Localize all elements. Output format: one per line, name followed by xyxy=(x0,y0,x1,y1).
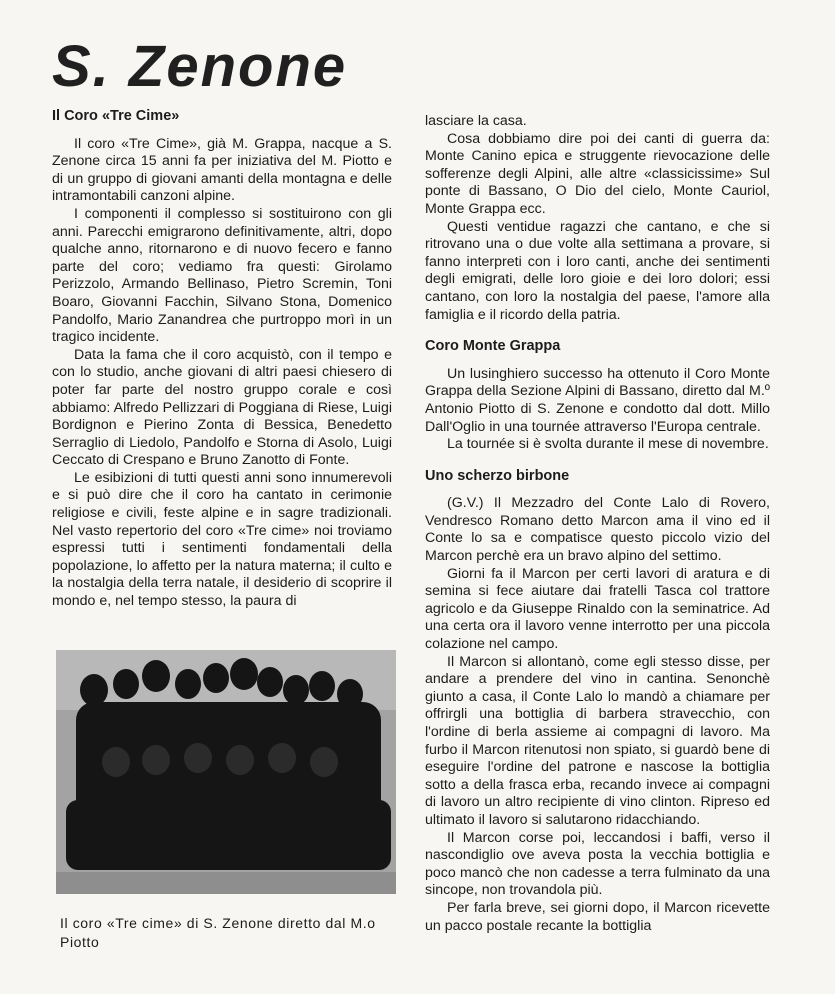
choir-group-photo xyxy=(56,650,396,894)
article-paragraph: I componenti il complesso si sostituirono con gli anni. Parecchi emigrarono definitivamente, altri, dopo qualche anno, ritornarono e di nuovo fecero e fanno parte del coro; vediamo fra questi: Girolamo Perizzolo, Armando Bellinaso, Pietro Scremin, Toni Boaro, Giovanni Facchin, Silvano Stona, Domenico Pandolfo, Mario Zanandrea che purtroppo morì in un tragico incidente. xyxy=(52,205,392,346)
section-heading-scherzo: Uno scherzo birbone xyxy=(425,467,570,484)
article-paragraph: Data la fama che il coro acquistò, con il tempo e con lo studio, anche giovani di altri paesi chiesero di poter far parte del nostro gruppo corale e così abbiamo: Alfredo Pellizzari di Poggiana di Riese, Luigi Bordignon e Pierino Zonta di Bessica, Benedetto Serraglio di Liedolo, Pandolfo e Storna di Asolo, Luigi Ceccato di Crespano e Bruno Zanotto di Fonte. xyxy=(52,346,392,469)
section-heading-monte-grappa: Coro Monte Grappa xyxy=(425,338,561,355)
article-paragraph: Il Marcon corse poi, leccandosi i baffi, verso il nascondiglio ove aveva posta la vecchia bottiglia e poco mancò che non cadesse a terra fulminato da una sincope, non trovandola più. xyxy=(425,829,770,899)
photo-caption: Il coro «Tre cime» di S. Zenone diretto dal M.o Piotto xyxy=(60,915,376,950)
left-column xyxy=(52,108,392,611)
section-heading-tre-cime: Il Coro «Tre Cime» xyxy=(52,108,180,124)
article-paragraph: Per farla breve, sei giorni dopo, il Marcon ricevette un pacco postale recante la bottiglia xyxy=(425,899,770,934)
article-paragraph: Questi ventidue ragazzi che cantano, e che si ritrovano una o due volte alla settimana a provare, si fanno interpreti con i loro canti, anche dei sentimenti degli emigrati, delle loro gioie e dei loro dolori; essi cantano, con loro la nostalgia del paese, l'amore alla famiglia e il ricordo della patria. xyxy=(425,218,770,323)
article-paragraph: La tournée si è svolta durante il mese di novembre. xyxy=(447,436,769,453)
right-column xyxy=(425,113,770,935)
article-paragraph: Il coro «Tre Cime», già M. Grappa, nacque a S. Zenone circa 15 anni fa per iniziativa del M. Piotto e di un gruppo di giovani amanti della montagna e delle intramontabili canzoni alpine. xyxy=(52,135,392,205)
article-paragraph: Un lusinghiero successo ha ottenuto il Coro Monte Grappa della Sezione Alpini di Bassano, diretto dal M.º Antonio Piotto di S. Zenone e condotto dal dott. Millo Dall'Oglio in una tournée attraverso l'Europa centrale. xyxy=(425,365,770,435)
article-paragraph: Giorni fa il Marcon per certi lavori di aratura e di semina si fece aiutare dai fratelli Tasca col trattore agricolo e da Giuseppe Rinaldo con la seminatrice. Ad una certa ora il lavoro venne interrotto per una piccola colazione nel campo. xyxy=(425,565,770,653)
article-paragraph: lasciare la casa. xyxy=(425,113,527,129)
article-paragraph: Cosa dobbiamo dire poi dei canti di guerra da: Monte Canino epica e struggente rievocazione delle sofferenze degli Alpini, alle altre «classicissime» Sul ponte di Bassano, O Dio del cielo, Monte Cauriol, Monte Grappa ecc. xyxy=(425,130,770,217)
article-paragraph: (G.V.) Il Mezzadro del Conte Lalo di Rovero, Vendresco Romano detto Marcon ama il vino ed il Conte lo sa e compatisce questo piccolo vizio del Marcon perchè era un bravo alpino del settimo. xyxy=(425,495,770,565)
article-paragraph: Le esibizioni di tutti questi anni sono innumerevoli e si può dire che il coro ha cantato in cerimonie religiose e civili, feste alpine e in sagre tradizionali. Nel vasto repertorio del coro «Tre cime» noi troviamo espressi tutti i sentimenti fondamentali della popolazione, lo affetto per la natura materna; il culto e la nostalgia della terra natale, il desiderio di scoprire il mondo e, nel tempo stesso, la paura di xyxy=(52,469,392,610)
article-paragraph: Il Marcon si allontanò, come egli stesso disse, per andare a prendere del vino in cantina. Senonchè giunto a casa, il Conte Lalo lo mandò a chiamare per offrirgli una bottiglia di barbera stravecchio, con l'ordine di berla assieme ai compagni di lavoro. Ma furbo il Marcon ritenutosi non spiato, si guardò bene di eseguire l'ordine del patrone e nascose la bottiglia sotto a della frasca erba, recando invece ai compagni di lavoro un altro recipiente di vino clinton. Ripreso ed ultimato il lavoro si salutarono ridacchiando. xyxy=(425,653,770,828)
masthead-title: S. Zenone xyxy=(52,34,348,99)
